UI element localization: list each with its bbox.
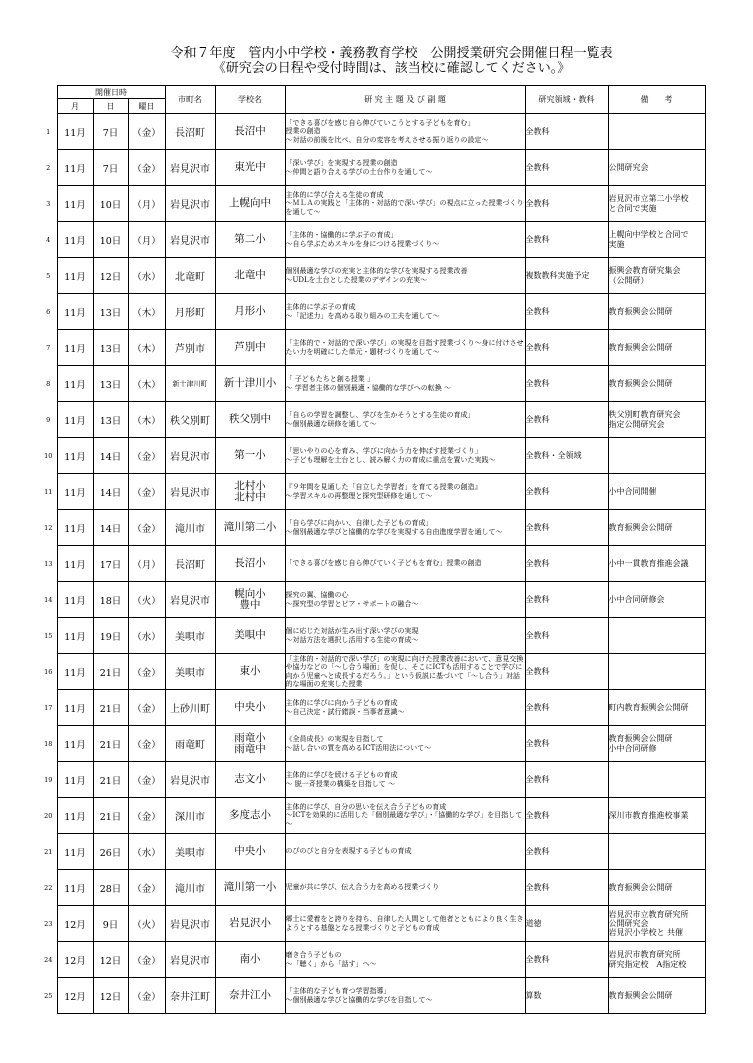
- school-cell: 第一小: [215, 438, 285, 474]
- notes-cell: 教育振興会公開研: [608, 510, 705, 546]
- weekday-cell: （木）: [128, 402, 165, 438]
- area-cell: 全教科: [525, 798, 608, 834]
- month-cell: 11月: [57, 510, 93, 546]
- table-row: [40, 654, 705, 690]
- area-cell: 全教科: [525, 726, 608, 762]
- row-number: 18: [44, 739, 53, 748]
- row-number: 12: [44, 523, 53, 532]
- theme-cell: 郷土に愛着をと誇りを持ち、自律した人間として他者とともにより良く生きようとする基盤となる授業づくりと子どもの育成: [285, 906, 525, 942]
- day-cell: 10日: [93, 222, 128, 258]
- theme-cell: 主体的に学びを続ける子どもの育成 ～ 脱一斉授業の構築を目指して ～: [285, 762, 525, 798]
- day-cell: 13日: [93, 330, 128, 366]
- weekday-cell: （金）: [128, 438, 165, 474]
- theme-cell: 「主体的な子ども育つ学習指導」 ～個別最適な学びと協働的な学びを目指して～: [285, 978, 525, 1014]
- row-number: 21: [44, 847, 53, 856]
- day-cell: 14日: [93, 474, 128, 510]
- weekday-cell: （水）: [128, 834, 165, 870]
- notes-cell: 教育振興会公開研: [608, 330, 705, 366]
- area-cell: 全教科: [525, 366, 608, 402]
- notes-cell: 教育振興会公開研: [608, 870, 705, 906]
- area-cell: 全教科: [525, 654, 608, 690]
- weekday-cell: （月）: [128, 222, 165, 258]
- area-cell: 全教科: [525, 618, 608, 654]
- weekday-cell: （火）: [128, 582, 165, 618]
- table-row: [40, 186, 705, 222]
- theme-cell: 主体的に学び、自分の思いを伝え合う子どもの育成 ～ICTを効果的に活用した「個別最適な学び」・「協働的な学び」を目指して～: [285, 798, 525, 834]
- row-number: 7: [46, 343, 51, 352]
- month-cell: 11月: [57, 474, 93, 510]
- notes-cell: [608, 438, 705, 474]
- school-cell: 中央小: [215, 834, 285, 870]
- weekday-cell: （水）: [128, 258, 165, 294]
- table-row: [40, 834, 705, 870]
- row-number-header: [40, 86, 57, 114]
- page-subtitle: 《研究会の日程や受付時間は、該当校に確認してください。》: [212, 61, 571, 76]
- datetime-header: 開催日時: [57, 86, 165, 99]
- table-row: [40, 330, 705, 366]
- table-row: [40, 150, 705, 186]
- schedule-table: [40, 85, 706, 1014]
- weekday-cell: （金）: [128, 762, 165, 798]
- weekday-cell: （金）: [128, 510, 165, 546]
- weekday-cell: （金）: [128, 978, 165, 1014]
- school-cell: 上幌向中: [215, 186, 285, 222]
- row-number: 5: [46, 271, 51, 280]
- table-row: [40, 258, 705, 294]
- table-row: [40, 978, 705, 1014]
- theme-cell: 「主体的で・対話的で深い学び」の実現を目指す授業づくり～身に付けさせたい力を明確にした単元・題材づくりを通して～: [285, 330, 525, 366]
- city-cell: 岩見沢市: [165, 150, 215, 186]
- area-cell: 全教科: [525, 330, 608, 366]
- area-cell: 全教科: [525, 150, 608, 186]
- area-cell: 全教科: [525, 294, 608, 330]
- month-cell: 11月: [57, 438, 93, 474]
- school-cell: 第二小: [215, 222, 285, 258]
- school-header: 学校名: [215, 86, 285, 114]
- row-number: 10: [44, 451, 53, 460]
- table-row: [40, 222, 705, 258]
- school-cell: 芦別中: [215, 330, 285, 366]
- school-cell: 多度志小: [215, 798, 285, 834]
- notes-cell: 小中合同研修会: [608, 582, 705, 618]
- theme-cell: 「思いやりの心を育み、学びに向かう力を伸ばす授業づくり」 ～子ども理解を土台とし、読み解く力の育成に重点を置いた実践～: [285, 438, 525, 474]
- city-cell: 雨竜町: [165, 726, 215, 762]
- day-cell: 21日: [93, 798, 128, 834]
- weekday-cell: （金）: [128, 726, 165, 762]
- day-cell: 21日: [93, 762, 128, 798]
- notes-cell: [608, 618, 705, 654]
- theme-cell: 「できる喜びを感じ自ら伸びていく子どもを育む」授業の創造: [285, 546, 525, 582]
- city-cell: 岩見沢市: [165, 186, 215, 222]
- table-row: [40, 366, 705, 402]
- theme-cell: 磨き合う子どもの ～「聴く」から「話す」へ～: [285, 942, 525, 978]
- city-cell: 岩見沢市: [165, 942, 215, 978]
- month-cell: 11月: [57, 726, 93, 762]
- month-cell: 11月: [57, 294, 93, 330]
- day-cell: 7日: [93, 150, 128, 186]
- notes-cell: 町内教育振興会公開研: [608, 690, 705, 726]
- city-cell: 美唄市: [165, 618, 215, 654]
- month-cell: 12月: [57, 942, 93, 978]
- weekday-cell: （金）: [128, 474, 165, 510]
- theme-cell: 「できる喜びを感じ自ら伸びていこうとする子どもを育む」 授業の創造 ～対話の前後を比べ、自分の変容を考えさせる振り返りの設定～: [285, 114, 525, 150]
- table-row: [40, 294, 705, 330]
- notes-cell: [608, 654, 705, 690]
- table-row: [40, 798, 705, 834]
- month-cell: 11月: [57, 834, 93, 870]
- day-cell: 9日: [93, 906, 128, 942]
- notes-cell: 岩見沢市立第二小学校 と合同で実施: [608, 186, 705, 222]
- school-cell: 東光中: [215, 150, 285, 186]
- notes-header: 備 考: [608, 86, 705, 114]
- row-number: 1: [46, 127, 51, 136]
- theme-cell: 「自らの学習を調整し、学びを生かそうとする生徒の育成」 ～個別最適な研修を通して～: [285, 402, 525, 438]
- month-cell: 12月: [57, 978, 93, 1014]
- table-row: [40, 114, 705, 150]
- school-cell: 新十津川小: [215, 366, 285, 402]
- page-title: 令和７年度 管内小中学校・義務教育学校 公開授業研究会開催日程一覧表: [170, 46, 613, 61]
- day-cell: 21日: [93, 726, 128, 762]
- day-cell: 28日: [93, 870, 128, 906]
- day-header: 日: [93, 99, 128, 114]
- notes-cell: 岩見沢市立教育研究所 公開研究会 岩見沢小学校と 共催: [608, 906, 705, 942]
- city-cell: 美唄市: [165, 834, 215, 870]
- school-cell: 滝川第二小: [215, 510, 285, 546]
- row-number: 4: [46, 235, 51, 244]
- month-cell: 11月: [57, 186, 93, 222]
- notes-cell: 秩父別町教育研究会 指定公開研究会: [608, 402, 705, 438]
- day-cell: 21日: [93, 690, 128, 726]
- area-cell: 全教科: [525, 834, 608, 870]
- title-block: [30, 46, 753, 76]
- table-row: [40, 726, 705, 762]
- table-row: [40, 762, 705, 798]
- notes-cell: 教育振興会公開研 小中合同研修: [608, 726, 705, 762]
- area-cell: 全教科: [525, 582, 608, 618]
- notes-cell: [608, 762, 705, 798]
- school-cell: 東小: [215, 654, 285, 690]
- area-cell: 全教科: [525, 870, 608, 906]
- city-cell: 滝川市: [165, 510, 215, 546]
- day-cell: 17日: [93, 546, 128, 582]
- notes-cell: 振興会教育研究集会 （公開研）: [608, 258, 705, 294]
- school-cell: 秩父別中: [215, 402, 285, 438]
- weekday-cell: （月）: [128, 546, 165, 582]
- city-cell: 長沼町: [165, 114, 215, 150]
- city-cell: 芦別市: [165, 330, 215, 366]
- theme-cell: 『９年間を見通した「自立した学習者」を育てる授業の創造』 ～学習スキルの再整理と探究型研修を通して～: [285, 474, 525, 510]
- city-cell: 岩見沢市: [165, 222, 215, 258]
- table-row: [40, 906, 705, 942]
- weekday-cell: （金）: [128, 690, 165, 726]
- day-cell: 13日: [93, 294, 128, 330]
- city-cell: 美唄市: [165, 654, 215, 690]
- weekday-header: 曜日: [128, 99, 165, 114]
- area-cell: 全教科: [525, 186, 608, 222]
- theme-cell: 児童が共に学び、伝え合う力を高める授業づくり: [285, 870, 525, 906]
- row-number: 11: [44, 487, 53, 496]
- theme-cell: のびのびと自分を表現する子どもの育成: [285, 834, 525, 870]
- theme-cell: 「自ら学びに向かい、自律した子どもの育成」 ～個別最適な学びと協働的な学びを実現する自由進度学習を通して～: [285, 510, 525, 546]
- area-cell: 全教科: [525, 510, 608, 546]
- school-cell: 北村小 北村中: [215, 474, 285, 510]
- day-cell: 14日: [93, 438, 128, 474]
- day-cell: 26日: [93, 834, 128, 870]
- notes-cell: 教育振興会公開研: [608, 294, 705, 330]
- weekday-cell: （木）: [128, 366, 165, 402]
- school-cell: 奈井江小: [215, 978, 285, 1014]
- row-number: 6: [46, 307, 51, 316]
- school-cell: 滝川第一小: [215, 870, 285, 906]
- theme-cell: 個別最適な学びの充実と主体的な学びを実現する授業改善 ～UDLを土台とした授業のデザインの充実～: [285, 258, 525, 294]
- month-cell: 12月: [57, 906, 93, 942]
- theme-cell: 「主体的・対話的で深い学び」の実現に向けた授業改善において、意見交換や協力などの「～し合う場面」を促し、そこにICTも活用することで学びに向かう児童へと成長するだろう。」という仮説に基づいて「～し合う」対話的な場面の充実した授業: [285, 655, 524, 688]
- table-row: [40, 474, 705, 510]
- theme-cell: 「主体的・協働的に学ぶ子の育成」 ～自ら学ぶためスキルを身につける授業づくり～: [285, 222, 525, 258]
- table-row: [40, 438, 705, 474]
- month-cell: 11月: [57, 366, 93, 402]
- notes-cell: 小中合同開催: [608, 474, 705, 510]
- row-number: 20: [44, 811, 53, 820]
- city-cell: 月形町: [165, 294, 215, 330]
- weekday-cell: （水）: [128, 618, 165, 654]
- table-row: [40, 618, 705, 654]
- month-cell: 11月: [57, 762, 93, 798]
- city-cell: 北竜町: [165, 258, 215, 294]
- month-header: 月: [57, 99, 93, 114]
- city-cell: 新十津川町: [165, 366, 215, 402]
- notes-cell: 岩見沢市教育研究所 研究指定校 A指定校: [608, 942, 705, 978]
- row-number: 2: [46, 163, 51, 172]
- row-number: 25: [44, 991, 53, 1000]
- row-number: 24: [44, 955, 53, 964]
- month-cell: 11月: [57, 330, 93, 366]
- month-cell: 11月: [57, 690, 93, 726]
- month-cell: 11月: [57, 402, 93, 438]
- school-cell: 北竜中: [215, 258, 285, 294]
- weekday-cell: （金）: [128, 114, 165, 150]
- month-cell: 11月: [57, 870, 93, 906]
- table-row: [40, 690, 705, 726]
- weekday-cell: （金）: [128, 942, 165, 978]
- area-cell: 全教科・全領域: [525, 438, 608, 474]
- weekday-cell: （木）: [128, 330, 165, 366]
- weekday-cell: （木）: [128, 294, 165, 330]
- theme-cell: 「深い学び」を実現する授業の創造 ～仲間と語り合える学びの土台作りを通して～: [285, 150, 525, 186]
- city-cell: 秩父別町: [165, 402, 215, 438]
- table-row: [40, 510, 705, 546]
- area-cell: 全教科: [525, 762, 608, 798]
- row-number: 14: [44, 595, 53, 604]
- school-cell: 中央小: [215, 690, 285, 726]
- city-cell: 岩見沢市: [165, 582, 215, 618]
- school-cell: 幌向小 豊中: [215, 582, 285, 618]
- table-row: [40, 870, 705, 906]
- month-cell: 11月: [57, 654, 93, 690]
- row-number: 17: [44, 703, 53, 712]
- day-cell: 13日: [93, 402, 128, 438]
- weekday-cell: （金）: [128, 654, 165, 690]
- area-cell: 全教科: [525, 942, 608, 978]
- school-cell: 志文小: [215, 762, 285, 798]
- notes-cell: 深川市教育推進校事業: [608, 798, 705, 834]
- day-cell: 12日: [93, 942, 128, 978]
- notes-cell: 教育振興会公開研: [608, 978, 705, 1014]
- school-cell: 南小: [215, 942, 285, 978]
- notes-cell: 教育振興会公開研: [608, 366, 705, 402]
- notes-cell: [608, 114, 705, 150]
- city-cell: 岩見沢市: [165, 438, 215, 474]
- weekday-cell: （金）: [128, 870, 165, 906]
- row-number: 19: [44, 775, 53, 784]
- city-cell: 岩見沢市: [165, 762, 215, 798]
- area-cell: 全教科: [525, 114, 608, 150]
- row-number: 16: [44, 667, 53, 676]
- row-number: 9: [46, 415, 51, 424]
- city-cell: 岩見沢市: [165, 906, 215, 942]
- theme-cell: 主体的に学ぶ子の育成 ～「記述力」を高める取り組みの工夫を通して～: [285, 294, 525, 330]
- area-cell: 複数教科実施予定: [525, 258, 608, 294]
- theme-cell: 主体的に学び合える生徒の育成 ～ＭＬＡの実践と「主体的・対話的で深い学び」の視点に立った授業づくりを通して～: [285, 186, 525, 222]
- area-cell: 全教科: [525, 546, 608, 582]
- month-cell: 11月: [57, 222, 93, 258]
- theme-cell: 「 子どもたちと創る授業 」 ～ 学習者主体の個別最適・協働的な学びへの転換 ～: [285, 366, 525, 402]
- weekday-cell: （火）: [128, 906, 165, 942]
- day-cell: 19日: [93, 618, 128, 654]
- area-cell: 算数: [525, 978, 608, 1014]
- day-cell: 13日: [93, 366, 128, 402]
- day-cell: 14日: [93, 510, 128, 546]
- city-cell: 奈井江町: [165, 978, 215, 1014]
- month-cell: 11月: [57, 582, 93, 618]
- month-cell: 11月: [57, 150, 93, 186]
- notes-cell: 公開研究会: [608, 150, 705, 186]
- notes-cell: 上幌向中学校と合同で 実施: [608, 222, 705, 258]
- city-header: 市町名: [165, 86, 215, 114]
- month-cell: 11月: [57, 546, 93, 582]
- area-cell: 全教科: [525, 474, 608, 510]
- day-cell: 18日: [93, 582, 128, 618]
- notes-cell: 小中一貫教育推進会議: [608, 546, 705, 582]
- day-cell: 12日: [93, 258, 128, 294]
- table-header: [40, 86, 705, 114]
- row-number: 3: [46, 199, 51, 208]
- month-cell: 11月: [57, 114, 93, 150]
- school-cell: 岩見沢小: [215, 906, 285, 942]
- table-row: [40, 582, 705, 618]
- area-cell: 全教科: [525, 222, 608, 258]
- month-cell: 11月: [57, 618, 93, 654]
- city-cell: 長沼町: [165, 546, 215, 582]
- theme-cell: 主体的に学びに向かう子どもの育成 ～自己決定・試行錯誤・当事者意識～: [285, 690, 525, 726]
- area-cell: 全教科: [525, 402, 608, 438]
- city-cell: 深川市: [165, 798, 215, 834]
- row-number: 22: [44, 883, 53, 892]
- notes-cell: [608, 834, 705, 870]
- table-row: [40, 402, 705, 438]
- row-number: 13: [44, 559, 53, 568]
- table-row: [40, 546, 705, 582]
- city-cell: 滝川市: [165, 870, 215, 906]
- weekday-cell: （月）: [128, 186, 165, 222]
- area-header: 研究領域・教科: [525, 86, 608, 114]
- school-cell: 美唄中: [215, 618, 285, 654]
- school-cell: 長沼小: [215, 546, 285, 582]
- city-cell: 岩見沢市: [165, 474, 215, 510]
- area-cell: 道徳: [525, 906, 608, 942]
- day-cell: 7日: [93, 114, 128, 150]
- row-number: 8: [46, 379, 51, 388]
- day-cell: 21日: [93, 654, 128, 690]
- theme-header: 研 究 主 題 及 び 副 題: [285, 86, 525, 114]
- theme-cell: 探究の翼、協働の心 ～探究型の学習とピア・サポートの融合～: [285, 582, 525, 618]
- area-cell: 全教科: [525, 690, 608, 726]
- table-body: [40, 114, 705, 1014]
- school-cell: 雨竜小 雨竜中: [215, 726, 285, 762]
- day-cell: 12日: [93, 978, 128, 1014]
- city-cell: 上砂川町: [165, 690, 215, 726]
- weekday-cell: （金）: [128, 798, 165, 834]
- school-cell: 月形小: [215, 294, 285, 330]
- month-cell: 11月: [57, 258, 93, 294]
- row-number: 15: [44, 631, 53, 640]
- month-cell: 11月: [57, 798, 93, 834]
- weekday-cell: （金）: [128, 150, 165, 186]
- day-cell: 10日: [93, 186, 128, 222]
- theme-cell: 個に応じた対話が生み出す深い学びの実現 ～対話方法を選択し活用する生徒の育成～: [285, 618, 525, 654]
- table-row: [40, 942, 705, 978]
- row-number: 23: [44, 919, 53, 928]
- theme-cell: 《全員成長》の実現を目指して ～話し合いの質を高めるICT活用法について～: [285, 726, 525, 762]
- school-cell: 長沼中: [215, 114, 285, 150]
